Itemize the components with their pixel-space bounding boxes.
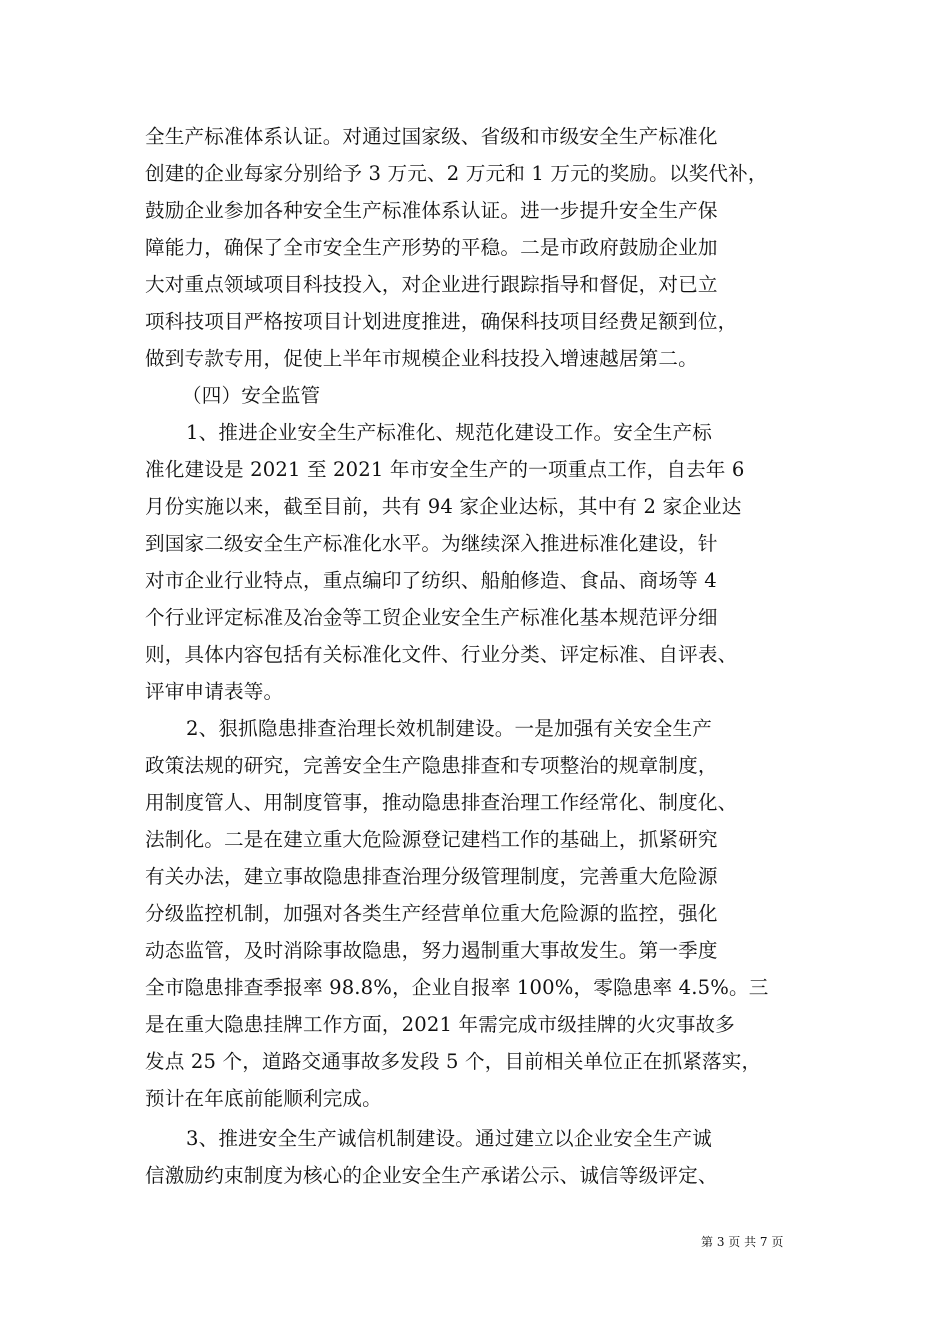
page-number: 第 3 页 共 7 页	[701, 1235, 784, 1249]
body-line: 信激励约束制度为核心的企业安全生产承诺公示、诚信等级评定、	[145, 1164, 718, 1187]
body-line: 2、狠抓隐患排查治理长效机制建设。一是加强有关安全生产	[186, 717, 712, 740]
body-line: 创建的企业每家分别给予 3 万元、2 万元和 1 万元的奖励。以奖代补，	[145, 162, 768, 185]
body-line: 动态监管，及时消除事故隐患，努力遏制重大事故发生。第一季度	[145, 939, 718, 962]
body-line: 评审申请表等。	[145, 680, 284, 703]
body-line: 鼓励企业参加各种安全生产标准体系认证。进一步提升安全生产保	[145, 199, 718, 222]
body-line: 对市企业行业特点，重点编印了纺织、船舶修造、食品、商场等 4	[145, 569, 717, 592]
body-line: 分级监控机制，加强对各类生产经营单位重大危险源的监控，强化	[145, 902, 718, 925]
body-line: 有关办法，建立事故隐患排查治理分级管理制度，完善重大危险源	[145, 865, 718, 888]
body-line: 预计在年底前能顺利完成。	[145, 1087, 382, 1110]
body-line: 全生产标准体系认证。对通过国家级、省级和市级安全生产标准化	[145, 125, 718, 148]
body-line: 则，具体内容包括有关标准化文件、行业分类、评定标准、自评表、	[145, 643, 738, 666]
body-line: 是在重大隐患挂牌工作方面，2021 年需完成市级挂牌的火灾事故多	[145, 1013, 735, 1036]
body-line: 3、推进安全生产诚信机制建设。通过建立以企业安全生产诚	[186, 1127, 712, 1150]
body-line: 政策法规的研究，完善安全生产隐患排查和专项整治的规章制度，	[145, 754, 718, 777]
body-line: 发点 25 个，道路交通事故多发段 5 个，目前相关单位正在抓紧落实，	[145, 1050, 762, 1073]
body-line: 大对重点领域项目科技投入，对企业进行跟踪指导和督促，对已立	[145, 273, 718, 296]
body-line: 月份实施以来，截至目前，共有 94 家企业达标，其中有 2 家企业达	[145, 495, 742, 518]
body-line: 个行业评定标准及冶金等工贸企业安全生产标准化基本规范评分细	[145, 606, 718, 629]
body-line: 法制化。二是在建立重大危险源登记建档工作的基础上，抓紧研究	[145, 828, 718, 851]
body-line: 全市隐患排查季报率 98.8%，企业自报率 100%，零隐患率 4.5%。三	[145, 976, 769, 999]
section-heading: （四）安全监管	[182, 384, 321, 407]
body-line: 到国家二级安全生产标准化水平。为继续深入推进标准化建设，针	[145, 532, 718, 555]
body-line: 准化建设是 2021 至 2021 年市安全生产的一项重点工作，自去年 6	[145, 458, 745, 481]
body-line: 1、推进企业安全生产标准化、规范化建设工作。安全生产标	[186, 421, 712, 444]
body-line: 用制度管人、用制度管事，推动隐患排查治理工作经常化、制度化、	[145, 791, 738, 814]
body-line: 做到专款专用，促使上半年市规模企业科技投入增速越居第二。	[145, 347, 698, 370]
body-line: 障能力，确保了全市安全生产形势的平稳。二是市政府鼓励企业加	[145, 236, 718, 259]
body-line: 项科技项目严格按项目计划进度推进，确保科技项目经费足额到位，	[145, 310, 738, 333]
